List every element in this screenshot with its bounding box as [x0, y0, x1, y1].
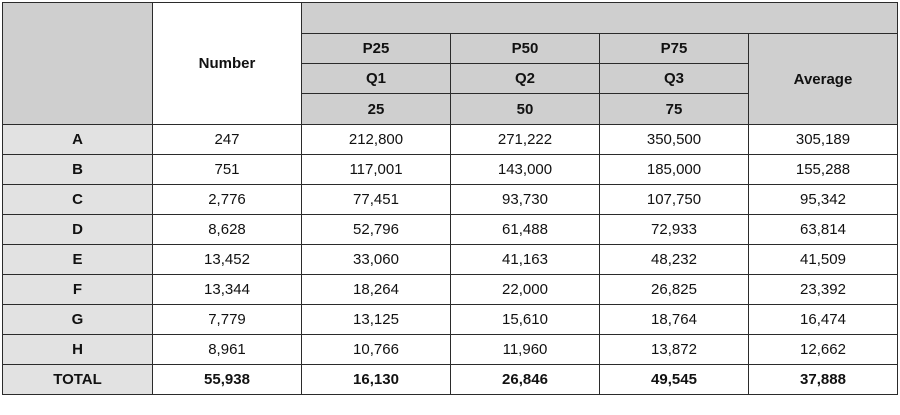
p75-cell: 350,500 [600, 125, 749, 155]
average-cell: 305,189 [749, 125, 898, 155]
pct25-header-cell: 25 [302, 94, 451, 125]
p50-header-cell: P50 [451, 34, 600, 64]
number-cell: 13,344 [153, 275, 302, 305]
p75-cell: 18,764 [600, 305, 749, 335]
total-p25-cell: 16,130 [302, 365, 451, 395]
row-label-cell: B [3, 155, 153, 185]
p25-cell: 33,060 [302, 245, 451, 275]
row-label-cell: A [3, 125, 153, 155]
p75-cell: 26,825 [600, 275, 749, 305]
p50-cell: 22,000 [451, 275, 600, 305]
number-cell: 8,961 [153, 335, 302, 365]
table-row [3, 245, 898, 275]
p75-cell: 107,750 [600, 185, 749, 215]
number-cell: 8,628 [153, 215, 302, 245]
number-cell: 2,776 [153, 185, 302, 215]
total-p75-cell: 49,545 [600, 365, 749, 395]
total-row [3, 365, 898, 395]
number-cell: 751 [153, 155, 302, 185]
table-body [3, 125, 898, 365]
total-label-cell: TOTAL [3, 365, 153, 395]
p50-cell: 15,610 [451, 305, 600, 335]
p25-cell: 18,264 [302, 275, 451, 305]
p50-cell: 61,488 [451, 215, 600, 245]
total-p50-cell: 26,846 [451, 365, 600, 395]
total-number-cell: 55,938 [153, 365, 302, 395]
average-cell: 95,342 [749, 185, 898, 215]
table-row [3, 335, 898, 365]
number-cell: 247 [153, 125, 302, 155]
average-header-cell: Average [749, 34, 898, 125]
p25-cell: 52,796 [302, 215, 451, 245]
average-cell: 23,392 [749, 275, 898, 305]
row-label-cell: E [3, 245, 153, 275]
p25-cell: 212,800 [302, 125, 451, 155]
average-cell: 41,509 [749, 245, 898, 275]
table-row [3, 125, 898, 155]
p25-header-cell: P25 [302, 34, 451, 64]
p50-cell: 271,222 [451, 125, 600, 155]
row-label-cell: D [3, 215, 153, 245]
table-row [3, 185, 898, 215]
group-header-cell [302, 3, 898, 34]
p75-cell: 48,232 [600, 245, 749, 275]
p25-cell: 77,451 [302, 185, 451, 215]
row-label-cell: G [3, 305, 153, 335]
q3-header-cell: Q3 [600, 64, 749, 94]
p50-cell: 11,960 [451, 335, 600, 365]
p25-cell: 13,125 [302, 305, 451, 335]
p50-cell: 41,163 [451, 245, 600, 275]
q2-header-cell: Q2 [451, 64, 600, 94]
q1-header-cell: Q1 [302, 64, 451, 94]
corner-header-cell [3, 3, 153, 125]
pct50-header-cell: 50 [451, 94, 600, 125]
average-cell: 155,288 [749, 155, 898, 185]
p75-cell: 185,000 [600, 155, 749, 185]
row-label-cell: C [3, 185, 153, 215]
average-cell: 16,474 [749, 305, 898, 335]
row-label-cell: F [3, 275, 153, 305]
p75-header-cell: P75 [600, 34, 749, 64]
p75-cell: 72,933 [600, 215, 749, 245]
total-average-cell: 37,888 [749, 365, 898, 395]
number-cell: 7,779 [153, 305, 302, 335]
pct75-header-cell: 75 [600, 94, 749, 125]
p25-cell: 10,766 [302, 335, 451, 365]
header-row-group [3, 3, 898, 34]
number-header-cell: Number [153, 3, 302, 125]
average-cell: 12,662 [749, 335, 898, 365]
average-cell: 63,814 [749, 215, 898, 245]
p25-cell: 117,001 [302, 155, 451, 185]
p75-cell: 13,872 [600, 335, 749, 365]
table-row [3, 275, 898, 305]
table-row [3, 305, 898, 335]
table-row [3, 155, 898, 185]
statistics-table [2, 2, 898, 395]
row-label-cell: H [3, 335, 153, 365]
p50-cell: 143,000 [451, 155, 600, 185]
number-cell: 13,452 [153, 245, 302, 275]
p50-cell: 93,730 [451, 185, 600, 215]
table-row [3, 215, 898, 245]
